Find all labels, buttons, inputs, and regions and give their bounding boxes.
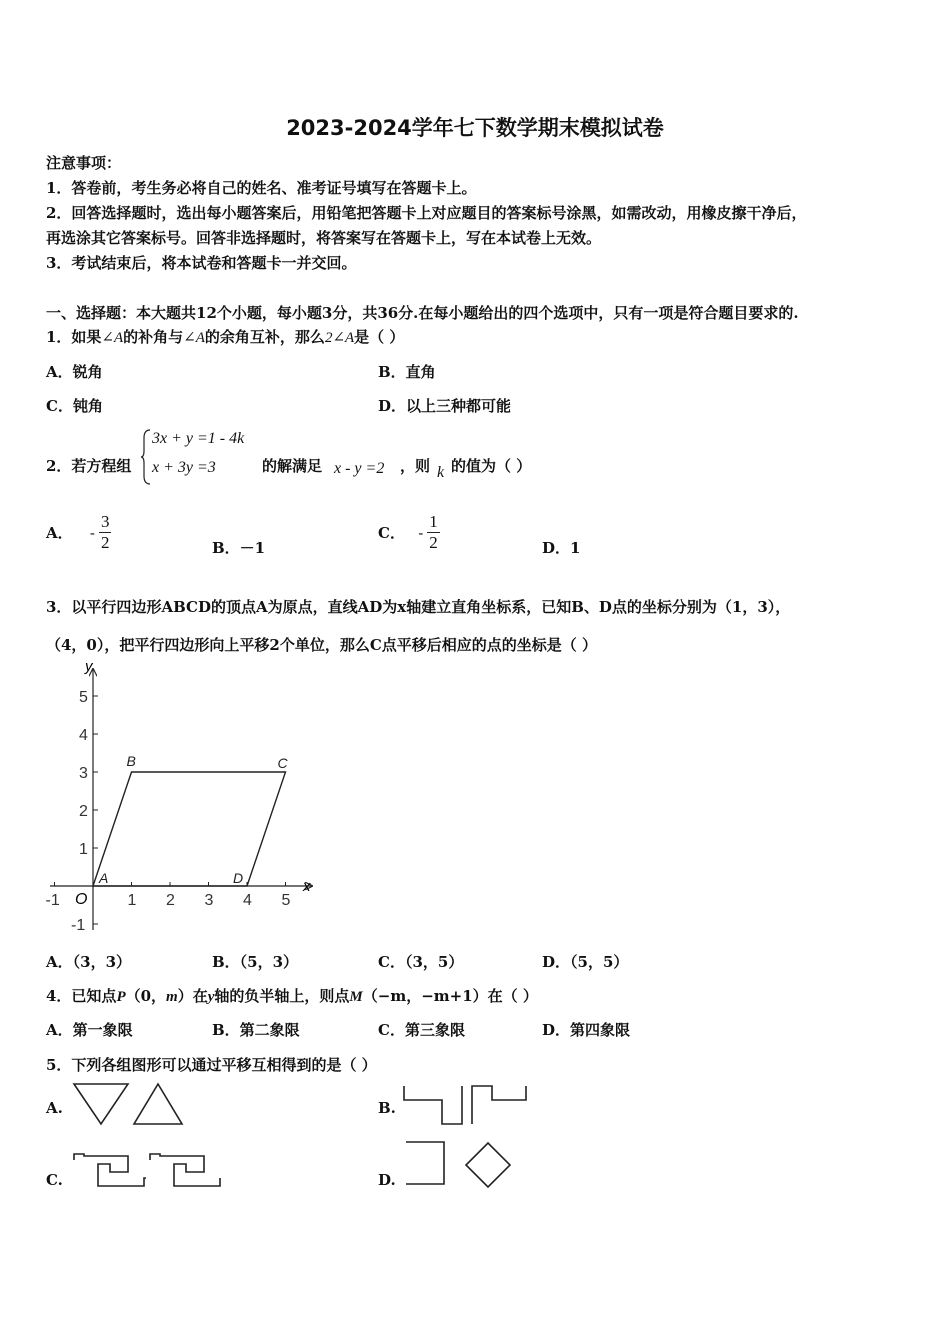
question-4: 4．已知点P（0，m）在y轴的负半轴上，则点M（−m，−m+1）在（ ）: [46, 987, 538, 1005]
section-heading: 一、选择题：本大题共12个小题，每小题3分，共36分.在每小题给出的四个选项中，只有一项是符合题目要求的.: [46, 304, 799, 322]
x-tick-label: 1: [127, 892, 137, 909]
diamond-shape: [466, 1143, 510, 1187]
q2-text: 2．若方程组: [46, 457, 132, 475]
point-label-c: C: [277, 755, 288, 771]
x-axis-label: x: [303, 878, 311, 895]
equation-2: x + 3y =3: [152, 459, 216, 476]
y-tick-label: 3: [79, 765, 88, 782]
q2-text: ，则: [400, 457, 431, 475]
q2-text: 的解满足: [262, 457, 323, 475]
q4-option-a[interactable]: A．第一象限: [46, 1021, 133, 1039]
q2-option-a[interactable]: A． - $\frac{3}{2}$: [46, 512, 110, 552]
note-item: 2．回答选择题时，选出每小题答案后，用铅笔把答题卡上对应题目的答案标号涂黑，如需改动，用橡皮擦干净后，: [46, 204, 807, 222]
q2-option-b[interactable]: B．－1: [212, 539, 266, 557]
q3-option-b[interactable]: B．（5，3）: [212, 953, 299, 971]
coordinate-graph: [40, 655, 330, 945]
q1-double-angle: 2∠A: [324, 330, 355, 346]
meander-shape-left: [74, 1154, 146, 1186]
q5-figure-b: [402, 1082, 532, 1128]
system-brace: [140, 428, 152, 486]
bracket-shape: [406, 1142, 444, 1184]
question-1: [46, 326, 404, 347]
q5-option-a-label[interactable]: A.: [46, 1099, 63, 1117]
q2-option-d[interactable]: D．1: [542, 539, 581, 557]
x-tick-label: 3: [204, 892, 214, 909]
y-tick-label: 5: [79, 689, 88, 706]
note-item: 3．考试结束后，将本试卷和答题卡一并交回。: [46, 254, 357, 272]
x-tick-label: 5: [281, 892, 291, 909]
q3-option-d[interactable]: D．（5，5）: [542, 953, 629, 971]
point-label-b: B: [126, 753, 136, 769]
note-item: 再选涂其它答案标号。回答非选择题时，将答案写在答题卡上，写在本试卷上无效。: [46, 229, 602, 247]
q4-option-c[interactable]: C．第三象限: [378, 1021, 465, 1039]
y-axis-label: y: [85, 658, 93, 675]
q5-option-d-label[interactable]: D.: [378, 1171, 396, 1189]
y-tick-label: 2: [79, 803, 88, 820]
q2-variable: k: [437, 464, 445, 481]
x-tick-label: -1: [45, 892, 60, 909]
q5-figure-a: [70, 1080, 190, 1130]
x-tick-label: 4: [243, 892, 252, 909]
x-tick-label: 2: [166, 892, 175, 909]
q5-figure-c: [72, 1150, 222, 1192]
q5-option-b-label[interactable]: B.: [378, 1099, 396, 1117]
q1-angle: ∠A: [101, 330, 124, 346]
q1-option-d[interactable]: D．以上三种都可能: [378, 397, 512, 415]
parallelogram-abcd: [93, 772, 286, 886]
y-tick-label: -1: [71, 917, 86, 934]
l-shape-right: [472, 1086, 526, 1124]
q2-option-c[interactable]: C． - $\frac{1}{2}$: [378, 512, 438, 552]
q3-text: 3．以平行四边形ABCD的顶点A为原点，直线AD为x轴建立直角坐标系，已知B、D点的坐标分别为（1，3），: [46, 598, 791, 616]
q3-option-c[interactable]: C．（3，5）: [378, 953, 464, 971]
q5-text: 5．下列各组图形可以通过平移互相得到的是（ ）: [46, 1056, 377, 1074]
note-item: 1．答卷前，考生务必将自己的姓名、准考证号填写在答题卡上。: [46, 179, 477, 197]
q1-option-c[interactable]: C．钝角: [46, 397, 103, 415]
y-tick-label: 4: [79, 727, 88, 744]
triangle-down-shape: [74, 1084, 128, 1124]
q1-text: 的余角互补，那么: [204, 328, 325, 346]
q5-option-c-label[interactable]: C.: [46, 1171, 63, 1189]
triangle-up-shape: [134, 1084, 182, 1124]
q4-option-d[interactable]: D．第四象限: [542, 1021, 631, 1039]
q1-option-a[interactable]: A．锐角: [46, 363, 103, 381]
q1-text: 是（ ）: [354, 328, 405, 346]
y-tick-label: 1: [79, 841, 88, 858]
l-shape-left: [404, 1086, 462, 1124]
equation-1: 3x + y =1 - 4k: [152, 430, 245, 447]
origin-label: O: [75, 891, 88, 908]
meander-shape-right: [150, 1154, 220, 1186]
q2-text: 的值为（ ）: [451, 457, 532, 475]
point-label-a: A: [99, 870, 109, 886]
point-label-d: D: [233, 870, 244, 886]
q5-figure-d: [402, 1138, 517, 1193]
q1-text: 的补角与: [123, 328, 184, 346]
q2-condition: x - y =2: [334, 460, 385, 477]
page-title: 2023-2024学年七下数学期末模拟试卷: [286, 116, 664, 140]
q3-option-a[interactable]: A．（3，3）: [46, 953, 132, 971]
q1-text: 1．如果: [46, 328, 102, 346]
notes-heading: 注意事项：: [46, 154, 122, 172]
q4-option-b[interactable]: B．第二象限: [212, 1021, 300, 1039]
q1-angle: ∠A: [183, 330, 205, 346]
q3-text: （4，0），把平行四边形向上平移2个单位，那么C点平移后相应的点的坐标是（ ）: [46, 636, 597, 654]
q1-option-b[interactable]: B．直角: [378, 363, 436, 381]
